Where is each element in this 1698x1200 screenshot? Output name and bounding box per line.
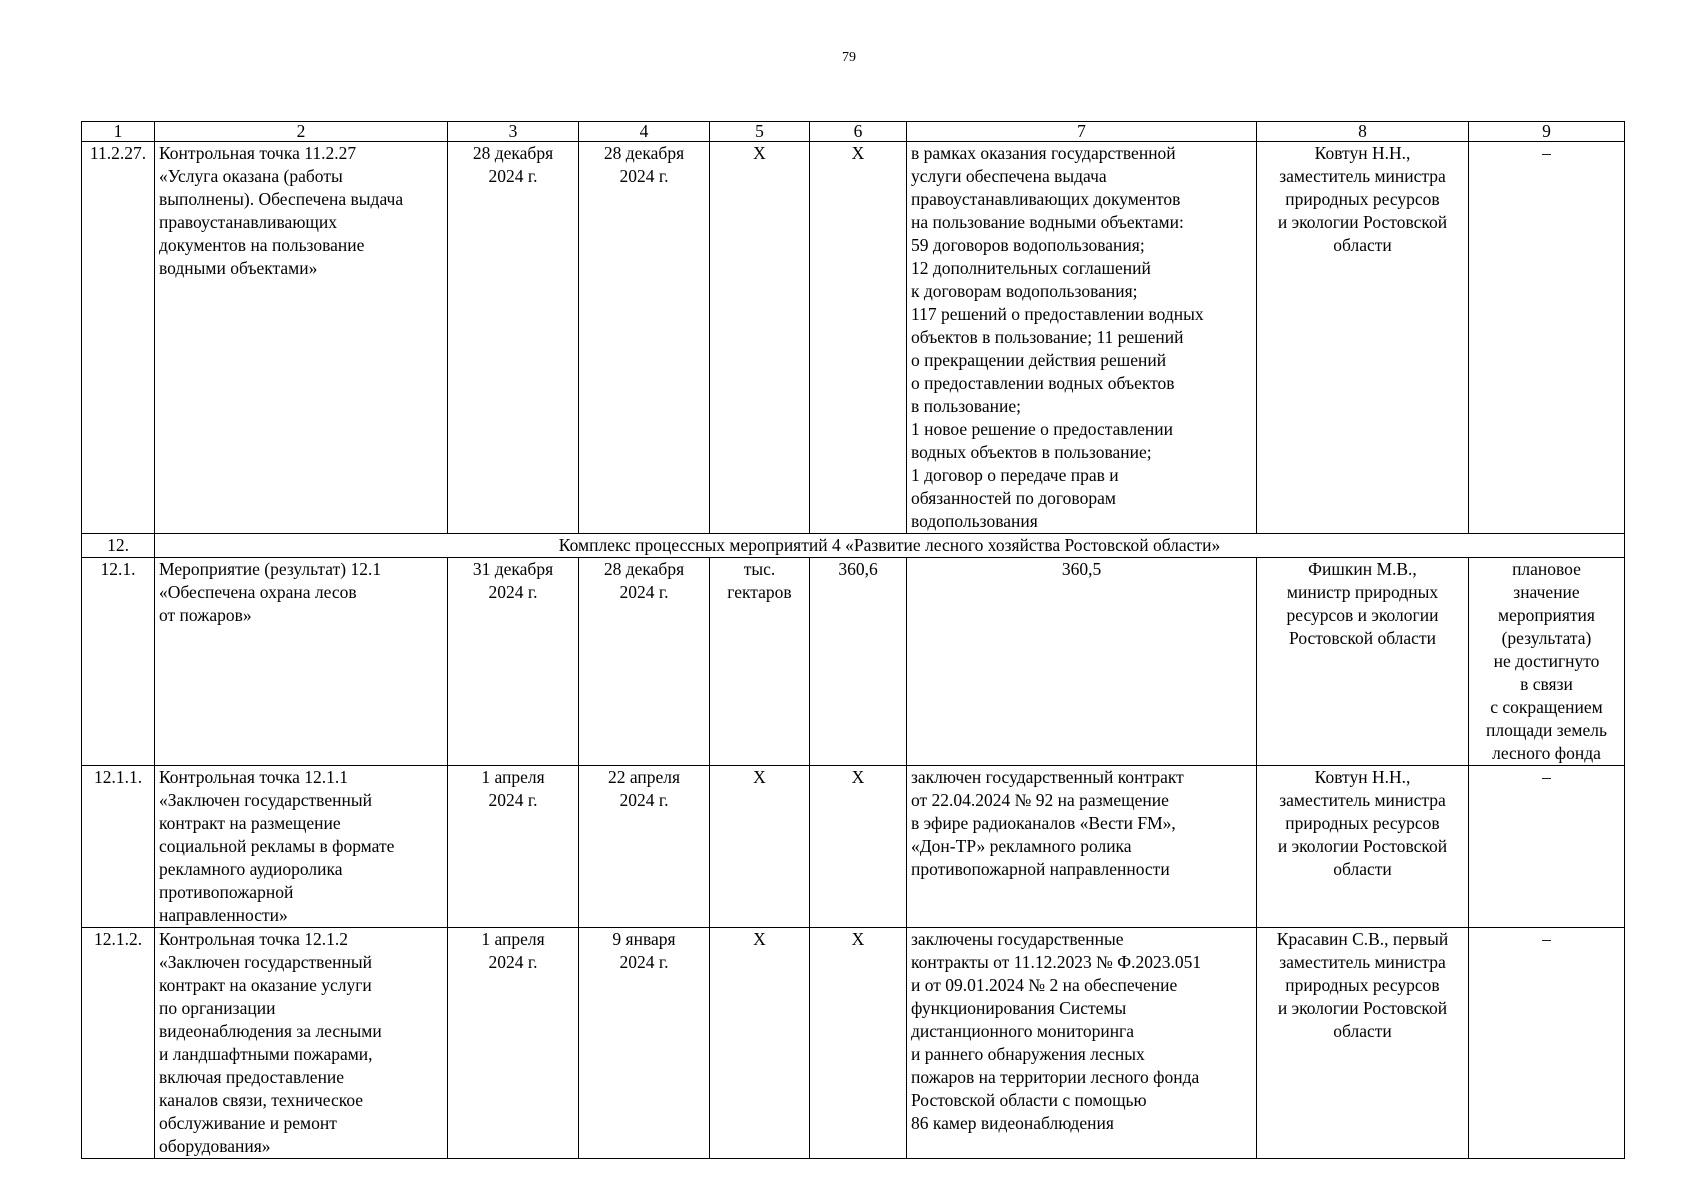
text-line: X [753,929,766,949]
text-line: площади земель [1486,720,1607,740]
plan-value: X [810,766,907,928]
fact-description [907,142,1257,534]
responsible [1257,766,1469,928]
unit [710,766,810,928]
text-line: 59 договоров водопользования; [911,235,1145,255]
plan-value: X [810,928,907,1159]
text-line: Ковтун Н.Н., [1314,143,1411,163]
fact-date [579,928,710,1159]
text-line: направленности» [159,905,288,925]
text-line: 2024 г. [619,790,669,810]
column-number: 9 [1469,122,1625,142]
text-line: к договорам водопользования; [911,281,1138,301]
fact-description [907,928,1257,1159]
text-line: 2024 г. [488,166,538,186]
text-line: «Заключен государственный [159,790,372,810]
fact-value: 360,5 [907,558,1257,766]
text-line: и экологии Ростовской [1277,836,1448,856]
text-line: социальной рекламы в формате [159,836,395,856]
note [1469,558,1625,766]
column-number-row [82,122,1625,142]
text-line: от пожаров» [159,605,252,625]
text-line: в рамках оказания государственной [911,143,1176,163]
text-line: значение [1513,582,1580,602]
text-line: (результата) [1501,628,1592,648]
text-line: о прекращении действия решений [911,350,1167,370]
text-line: «Услуга оказана (работы [159,166,343,186]
text-line: 2024 г. [619,952,669,972]
plan-value: 360,6 [810,558,907,766]
text-line: заместитель министра [1279,952,1446,972]
page-number: 79 [842,50,856,65]
text-line: в пользование; [911,396,1021,416]
text-line: оборудования» [159,1136,271,1156]
text-line: видеонаблюдения за лесными [159,1021,382,1041]
text-line: Мероприятие (результат) 12.1 [159,559,382,579]
text-line: «Заключен государственный [159,952,372,972]
text-line: 2024 г. [619,582,669,602]
column-number: 4 [579,122,710,142]
text-line: Фишкин М.В., [1308,559,1417,579]
text-line: и ландшафтными пожарами, [159,1044,373,1064]
text-line: Контрольная точка 11.2.27 [159,143,357,163]
text-line: 9 января [612,929,676,949]
text-line: контракт на размещение [159,813,341,833]
text-line: обязанностей по договорам [911,488,1116,508]
text-line: правоустанавливающих документов [911,189,1181,209]
text-line: не достигнуто [1493,651,1600,671]
text-line: услуги обеспечена выдача [911,166,1107,186]
responsible [1257,558,1469,766]
plan-date [448,928,579,1159]
column-number: 7 [907,122,1257,142]
text-line: лесного фонда [1492,743,1601,763]
text-line: Контрольная точка 12.1.2 [159,929,348,949]
text-line: заключены государственные [911,929,1124,949]
text-line: 1 новое решение о предоставлении [911,419,1174,439]
text-line: – [1542,143,1551,163]
note [1469,142,1625,534]
text-line: правоустанавливающих [159,212,337,232]
plan-value: X [810,142,907,534]
column-number: 8 [1257,122,1469,142]
text-line: области [1333,235,1392,255]
text-line: обслуживание и ремонт [159,1113,337,1133]
text-line: плановое [1512,559,1581,579]
row-number: 12.1. [82,558,155,766]
text-line: Ковтун Н.Н., [1314,767,1411,787]
text-line: Контрольная точка 12.1.1 [159,767,348,787]
unit [710,558,810,766]
table-row [82,142,1625,534]
text-line: заместитель министра [1279,790,1446,810]
fact-date [579,766,710,928]
text-line: тыс. [743,559,776,579]
item-name [155,558,448,766]
text-line: 22 апреля [607,767,681,787]
text-line: на пользование водными объектами: [911,212,1184,232]
column-number: 6 [810,122,907,142]
column-number: 1 [82,122,155,142]
table-row [82,928,1625,1159]
text-line: в эфире радиоканалов «Вести FM», [911,813,1176,833]
text-line: контракты от 11.12.2023 № Ф.2023.051 [911,952,1202,972]
text-line: водных объектов в пользование; [911,442,1152,462]
text-line: X [753,143,766,163]
text-line: 1 договор о передаче прав и [911,465,1119,485]
row-number: 12.1.1. [82,766,155,928]
text-line: «Обеспечена охрана лесов [159,582,357,602]
report-table [81,121,1625,1159]
text-line: 12 дополнительных соглашений [911,258,1151,278]
text-line: и от 09.01.2024 № 2 на обеспечение [911,975,1178,995]
text-line: 28 декабря [603,143,685,163]
text-line: рекламного аудиоролика [159,859,343,879]
text-line: и раннего обнаружения лесных [911,1044,1145,1064]
text-line: природных ресурсов [1285,189,1440,209]
text-line: 2024 г. [488,790,538,810]
text-line: по организации [159,998,276,1018]
text-line: Красавин С.В., первый [1276,929,1449,949]
text-line: 2024 г. [619,166,669,186]
table-row [82,558,1625,766]
column-number: 5 [710,122,810,142]
unit [710,142,810,534]
text-line: и экологии Ростовской [1277,212,1448,232]
text-line: природных ресурсов [1285,975,1440,995]
text-line: заместитель министра [1279,166,1446,186]
text-line: 2024 г. [488,582,538,602]
text-line: 1 апреля [481,767,545,787]
text-line: 117 решений о предоставлении водных [911,304,1204,324]
fact-description [907,766,1257,928]
text-line: противопожарной [159,882,294,902]
text-line: области [1333,1021,1392,1041]
text-line: 31 декабря [472,559,554,579]
plan-date [448,558,579,766]
text-line: – [1542,929,1551,949]
text-line: области [1333,859,1392,879]
text-line: природных ресурсов [1285,813,1440,833]
row-number: 12. [82,534,155,558]
text-line: от 22.04.2024 № 92 на размещение [911,790,1169,810]
column-number: 2 [155,122,448,142]
text-line: – [1542,767,1551,787]
item-name [155,142,448,534]
plan-date [448,142,579,534]
text-line: Ростовской области с помощью [911,1090,1147,1110]
note [1469,928,1625,1159]
unit [710,928,810,1159]
text-line: и экологии Ростовской [1277,998,1448,1018]
text-line: функционирования Системы [911,998,1127,1018]
text-line: «Дон-ТР» рекламного ролика [911,836,1132,856]
text-line: 28 декабря [472,143,554,163]
row-number: 12.1.2. [82,928,155,1159]
section-title: Комплекс процессных мероприятий 4 «Развитие лесного хозяйства Ростовской области» [155,534,1625,558]
text-line: в связи [1520,674,1573,694]
text-line: каналов связи, техническое [159,1090,364,1110]
text-line: X [753,767,766,787]
table-row [82,766,1625,928]
text-line: мероприятия [1498,605,1595,625]
text-line: пожаров на территории лесного фонда [911,1067,1200,1087]
text-line: объектов в пользование; 11 решений [911,327,1184,347]
item-name [155,928,448,1159]
text-line: гектаров [727,582,792,602]
text-line: водными объектами» [159,258,318,278]
text-line: документов на пользование [159,235,365,255]
text-line: о предоставлении водных объектов [911,373,1175,393]
plan-date [448,766,579,928]
note [1469,766,1625,928]
text-line: дистанционного мониторинга [911,1021,1135,1041]
fact-date [579,558,710,766]
text-line: водопользования [911,511,1038,531]
text-line: заключен государственный контракт [911,767,1184,787]
item-name [155,766,448,928]
responsible [1257,928,1469,1159]
text-line: включая предоставление [159,1067,345,1087]
text-line: противопожарной направленности [911,859,1170,879]
text-line: министр природных [1286,582,1439,602]
responsible [1257,142,1469,534]
fact-date [579,142,710,534]
text-line: 86 камер видеонаблюдения [911,1113,1114,1133]
text-line: ресурсов и экологии [1286,605,1439,625]
text-line: контракт на оказание услуги [159,975,372,995]
text-line: 28 декабря [603,559,685,579]
row-number: 11.2.27. [82,142,155,534]
section-row [82,534,1625,558]
text-line: Ростовской области [1289,628,1436,648]
text-line: выполнены). Обеспечена выдача [159,189,404,209]
column-number: 3 [448,122,579,142]
text-line: с сокращением [1490,697,1603,717]
text-line: 1 апреля [481,929,545,949]
text-line: 2024 г. [488,952,538,972]
